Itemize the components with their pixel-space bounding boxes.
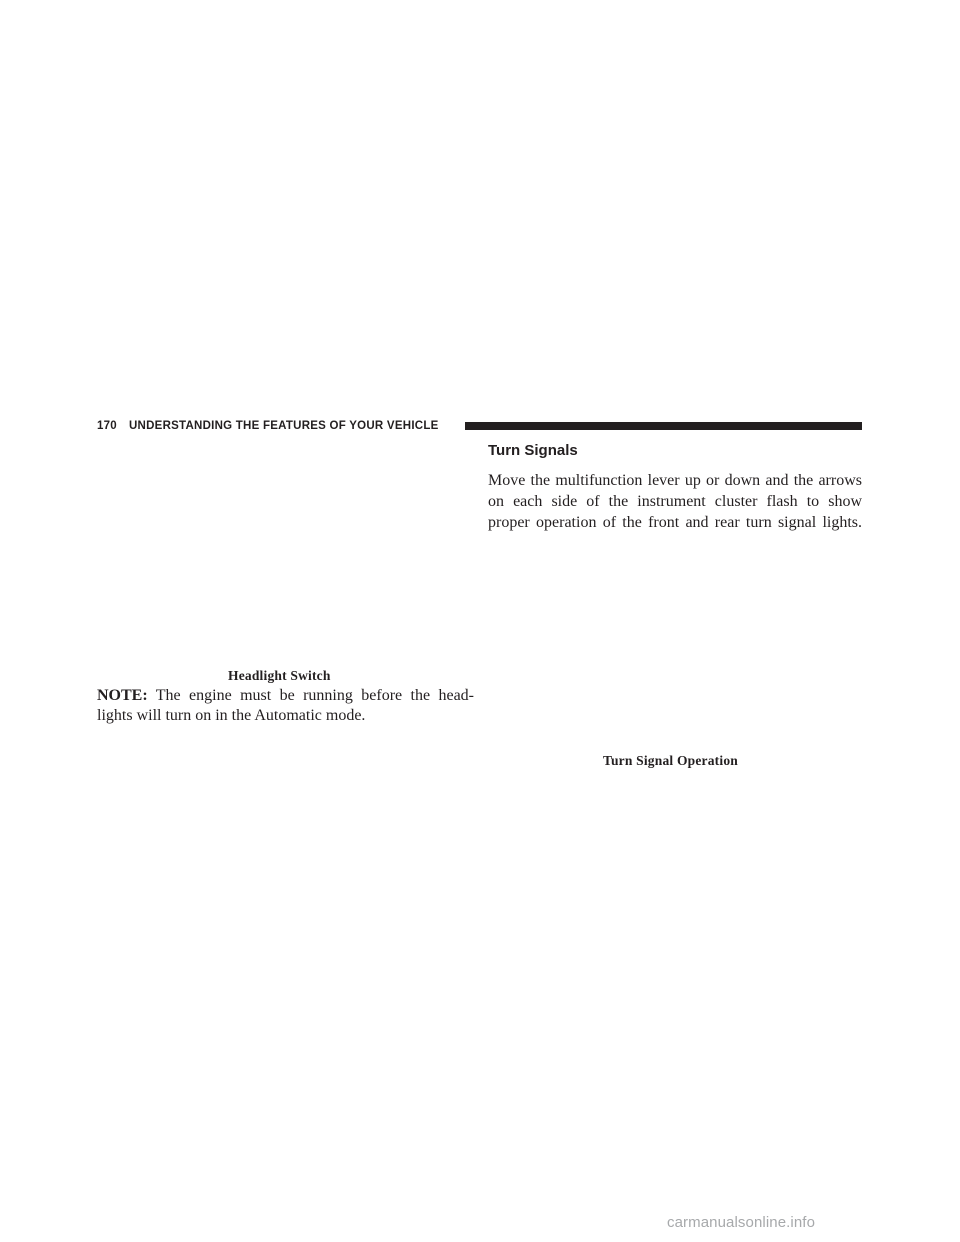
watermark-link[interactable]: carmanualsonline.info	[667, 1214, 816, 1231]
page-number: 170	[97, 420, 117, 432]
note-text-2: lights will turn on in the Automatic mode.	[97, 707, 366, 724]
note-paragraph	[97, 686, 474, 726]
paragraph-line-2: on each side of the instrument cluster flash to show	[488, 493, 862, 510]
turn-signals-paragraph	[488, 470, 862, 533]
headlight-switch-caption: Headlight Switch	[228, 668, 331, 683]
page-header	[97, 419, 862, 433]
note-text-1: The engine must be running before the head-	[155, 687, 474, 704]
paragraph-line-1: Move the multifunction lever up or down and the arrows	[488, 472, 862, 489]
section-title: UNDERSTANDING THE FEATURES OF YOUR VEHICLE	[129, 420, 439, 432]
paragraph-line-3: proper operation of the front and rear turn signal lights.	[488, 514, 862, 531]
turn-signal-operation-caption: Turn Signal Operation	[603, 753, 738, 768]
turn-signals-heading: Turn Signals	[488, 442, 578, 459]
note-label: NOTE:	[97, 687, 148, 704]
note-line-1	[97, 686, 474, 706]
header-rule	[465, 422, 862, 430]
